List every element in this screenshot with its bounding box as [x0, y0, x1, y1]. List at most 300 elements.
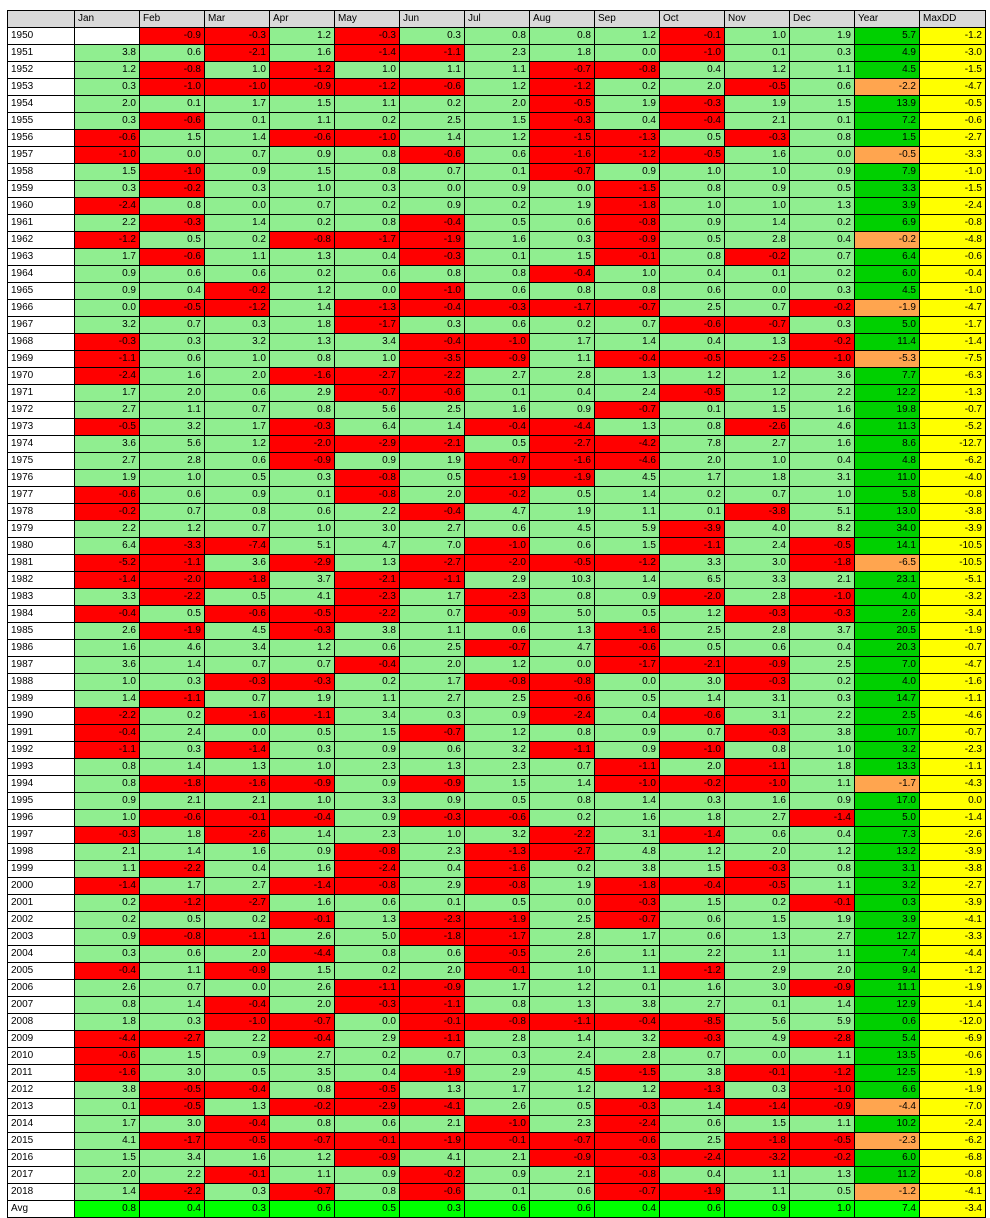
- table-cell: 0.5: [205, 470, 270, 487]
- table-cell: 0.0: [920, 793, 986, 810]
- table-cell: 1.5: [855, 130, 920, 147]
- table-cell: 2.3: [465, 759, 530, 776]
- table-cell: 0.8: [335, 946, 400, 963]
- table-cell: 4.8: [595, 844, 660, 861]
- table-cell: -0.5: [660, 385, 725, 402]
- table-cell: 5.6: [725, 1014, 790, 1031]
- table-cell: -6.9: [920, 1031, 986, 1048]
- table-cell: 1.4: [140, 657, 205, 674]
- table-cell: -0.6: [530, 691, 595, 708]
- table-cell: 0.4: [335, 249, 400, 266]
- table-cell: -4.8: [920, 232, 986, 249]
- table-cell: 23.1: [855, 572, 920, 589]
- table-cell: 0.6: [335, 895, 400, 912]
- table-cell: 1.2: [270, 28, 335, 45]
- table-cell: 0.3: [140, 334, 205, 351]
- table-cell: 1.3: [335, 912, 400, 929]
- table-cell: 4.5: [530, 1065, 595, 1082]
- table-cell: -2.4: [335, 861, 400, 878]
- row-year-label: 1970: [8, 368, 75, 385]
- table-cell: 2.8: [725, 623, 790, 640]
- table-cell: -0.3: [790, 606, 855, 623]
- table-cell: 0.6: [335, 640, 400, 657]
- table-cell: -1.2: [920, 963, 986, 980]
- table-cell: 1.0: [335, 62, 400, 79]
- table-cell: -2.2: [75, 708, 140, 725]
- table-cell: 17.0: [855, 793, 920, 810]
- table-cell: 0.6: [140, 45, 205, 62]
- table-cell: 3.8: [75, 45, 140, 62]
- table-cell: -0.7: [530, 164, 595, 181]
- table-cell: -0.5: [790, 1133, 855, 1150]
- table-cell: 2.9: [400, 878, 465, 895]
- table-cell: 4.9: [725, 1031, 790, 1048]
- table-cell: 0.6: [140, 946, 205, 963]
- table-cell: 3.6: [205, 555, 270, 572]
- table-cell: 0.0: [205, 198, 270, 215]
- table-cell: -3.5: [400, 351, 465, 368]
- table-cell: -0.4: [205, 997, 270, 1014]
- table-cell: 0.5: [140, 232, 205, 249]
- table-cell: 0.2: [75, 912, 140, 929]
- row-year-label: 1960: [8, 198, 75, 215]
- table-cell: 1.1: [335, 691, 400, 708]
- table-cell: -4.7: [920, 79, 986, 96]
- row-year-label: 1994: [8, 776, 75, 793]
- table-cell: 4.5: [205, 623, 270, 640]
- table-row: [8, 1133, 986, 1150]
- table-cell: -0.8: [270, 232, 335, 249]
- table-cell: -0.8: [530, 674, 595, 691]
- table-cell: -0.6: [400, 147, 465, 164]
- table-row: [8, 623, 986, 640]
- row-year-label: 1990: [8, 708, 75, 725]
- table-cell: 2.0: [75, 1167, 140, 1184]
- table-cell: 0.6: [140, 266, 205, 283]
- table-row: [8, 810, 986, 827]
- table-cell: 3.1: [725, 708, 790, 725]
- row-year-label: 1980: [8, 538, 75, 555]
- table-cell: -0.3: [205, 28, 270, 45]
- table-cell: 2.5: [400, 640, 465, 657]
- table-cell: -0.8: [920, 215, 986, 232]
- table-row: [8, 1065, 986, 1082]
- table-cell: 1.4: [140, 844, 205, 861]
- table-cell: 0.7: [595, 317, 660, 334]
- table-cell: -0.9: [530, 1150, 595, 1167]
- table-cell: 1.0: [270, 521, 335, 538]
- table-cell: 3.1: [855, 861, 920, 878]
- table-cell: 5.4: [855, 1031, 920, 1048]
- table-cell: -0.4: [660, 113, 725, 130]
- row-year-label: 1979: [8, 521, 75, 538]
- table-cell: 3.0: [335, 521, 400, 538]
- table-cell: 5.6: [335, 402, 400, 419]
- table-cell: -0.4: [400, 215, 465, 232]
- table-cell: 0.1: [140, 96, 205, 113]
- table-cell: -0.5: [140, 1082, 205, 1099]
- table-cell: -0.9: [270, 79, 335, 96]
- table-cell: 10.7: [855, 725, 920, 742]
- table-cell: 1.3: [270, 249, 335, 266]
- table-cell: -1.6: [75, 1065, 140, 1082]
- table-cell: -1.4: [725, 1099, 790, 1116]
- table-cell: 1.9: [530, 198, 595, 215]
- row-year-label: 1963: [8, 249, 75, 266]
- table-cell: -1.1: [140, 691, 205, 708]
- table-cell: 0.4: [790, 453, 855, 470]
- average-row: [8, 1201, 986, 1218]
- table-cell: -0.7: [920, 402, 986, 419]
- table-cell: 1.6: [270, 895, 335, 912]
- table-cell: -0.1: [335, 1133, 400, 1150]
- table-cell: 1.4: [790, 997, 855, 1014]
- table-cell: -0.9: [465, 606, 530, 623]
- row-year-label: 1995: [8, 793, 75, 810]
- table-cell: 0.0: [400, 181, 465, 198]
- table-cell: 1.8: [270, 317, 335, 334]
- table-cell: 1.2: [205, 436, 270, 453]
- table-cell: 0.2: [335, 198, 400, 215]
- table-cell: 1.0: [140, 470, 205, 487]
- table-cell: 1.4: [725, 215, 790, 232]
- table-cell: -1.6: [205, 708, 270, 725]
- table-cell: 0.2: [335, 113, 400, 130]
- table-cell: -1.2: [595, 147, 660, 164]
- table-cell: -12.0: [920, 1014, 986, 1031]
- table-row: [8, 317, 986, 334]
- table-cell: 1.0: [660, 164, 725, 181]
- table-cell: 1.1: [595, 504, 660, 521]
- row-year-label: 1993: [8, 759, 75, 776]
- table-cell: 0.6: [335, 1116, 400, 1133]
- table-cell: 0.1: [205, 113, 270, 130]
- table-cell: -0.2: [75, 504, 140, 521]
- table-row: [8, 1184, 986, 1201]
- table-cell: 0.6: [465, 317, 530, 334]
- table-cell: 0.9: [270, 844, 335, 861]
- table-cell: -1.4: [660, 827, 725, 844]
- table-cell: 1.1: [790, 776, 855, 793]
- row-year-label: 1957: [8, 147, 75, 164]
- table-cell: -0.2: [790, 300, 855, 317]
- table-cell: 0.3: [75, 113, 140, 130]
- table-cell: [75, 28, 140, 45]
- table-cell: 2.8: [140, 453, 205, 470]
- table-cell: -0.5: [205, 1133, 270, 1150]
- table-cell: 0.0: [530, 657, 595, 674]
- row-year-label: 1984: [8, 606, 75, 623]
- table-cell: 2.2: [75, 215, 140, 232]
- table-cell: -0.7: [530, 1133, 595, 1150]
- table-cell: -6.3: [920, 368, 986, 385]
- table-cell: -1.1: [400, 572, 465, 589]
- table-cell: 10.3: [530, 572, 595, 589]
- average-cell: 0.3: [205, 1201, 270, 1218]
- table-cell: -10.5: [920, 555, 986, 572]
- table-cell: 0.5: [465, 793, 530, 810]
- table-row: [8, 1048, 986, 1065]
- table-cell: 3.6: [790, 368, 855, 385]
- table-cell: -1.1: [530, 1014, 595, 1031]
- table-cell: -2.3: [400, 912, 465, 929]
- table-cell: 1.2: [660, 844, 725, 861]
- table-cell: 0.6: [465, 147, 530, 164]
- table-row: [8, 181, 986, 198]
- table-cell: 0.4: [595, 113, 660, 130]
- table-cell: 2.7: [270, 1048, 335, 1065]
- table-cell: -0.8: [595, 1167, 660, 1184]
- table-cell: -2.1: [335, 572, 400, 589]
- row-year-label: 2013: [8, 1099, 75, 1116]
- table-cell: 2.5: [465, 691, 530, 708]
- table-cell: -0.9: [270, 453, 335, 470]
- table-cell: -0.4: [400, 334, 465, 351]
- table-cell: 5.6: [140, 436, 205, 453]
- column-header-jan: Jan: [75, 11, 140, 28]
- row-year-label: 1987: [8, 657, 75, 674]
- table-cell: 0.5: [140, 606, 205, 623]
- row-year-label: 1982: [8, 572, 75, 589]
- table-cell: 1.6: [725, 147, 790, 164]
- row-year-label: 1951: [8, 45, 75, 62]
- table-cell: 0.6: [465, 521, 530, 538]
- table-cell: -0.3: [400, 249, 465, 266]
- table-cell: 0.8: [465, 997, 530, 1014]
- table-row: [8, 521, 986, 538]
- table-cell: 2.7: [660, 997, 725, 1014]
- table-row: [8, 878, 986, 895]
- table-cell: 0.3: [140, 674, 205, 691]
- table-row: [8, 827, 986, 844]
- table-cell: 0.9: [335, 453, 400, 470]
- table-cell: 0.4: [790, 827, 855, 844]
- table-cell: 1.2: [530, 980, 595, 997]
- table-cell: 0.4: [790, 640, 855, 657]
- table-cell: -0.1: [400, 1014, 465, 1031]
- table-cell: 7.7: [855, 368, 920, 385]
- table-cell: 20.5: [855, 623, 920, 640]
- table-cell: 1.2: [270, 640, 335, 657]
- table-cell: 1.3: [725, 334, 790, 351]
- table-cell: 19.8: [855, 402, 920, 419]
- table-cell: -2.4: [530, 708, 595, 725]
- table-cell: 8.2: [790, 521, 855, 538]
- table-cell: 1.5: [725, 402, 790, 419]
- table-cell: 6.9: [855, 215, 920, 232]
- table-cell: 1.4: [270, 827, 335, 844]
- table-cell: -0.6: [140, 249, 205, 266]
- column-header-year: Year: [855, 11, 920, 28]
- table-cell: 1.0: [335, 351, 400, 368]
- table-cell: 0.6: [140, 351, 205, 368]
- table-cell: 0.4: [530, 385, 595, 402]
- row-year-label: 1971: [8, 385, 75, 402]
- table-row: [8, 232, 986, 249]
- table-cell: 11.4: [855, 334, 920, 351]
- table-cell: -0.3: [725, 861, 790, 878]
- table-cell: 0.9: [270, 147, 335, 164]
- table-cell: 0.0: [530, 895, 595, 912]
- table-cell: -0.6: [400, 385, 465, 402]
- table-cell: -0.4: [205, 1082, 270, 1099]
- table-cell: 1.1: [205, 249, 270, 266]
- table-cell: 2.5: [790, 657, 855, 674]
- table-cell: -1.5: [920, 62, 986, 79]
- table-cell: 0.9: [335, 742, 400, 759]
- table-cell: 4.6: [790, 419, 855, 436]
- table-cell: -1.1: [920, 691, 986, 708]
- table-cell: 0.1: [270, 487, 335, 504]
- table-cell: 1.5: [270, 164, 335, 181]
- table-cell: 0.3: [790, 283, 855, 300]
- table-cell: 0.8: [335, 1184, 400, 1201]
- table-cell: -0.1: [725, 1065, 790, 1082]
- table-cell: 3.3: [660, 555, 725, 572]
- table-cell: -0.3: [75, 827, 140, 844]
- table-cell: 1.4: [660, 691, 725, 708]
- table-cell: 1.2: [465, 657, 530, 674]
- table-cell: 0.7: [270, 657, 335, 674]
- table-cell: 1.3: [270, 334, 335, 351]
- table-cell: 0.7: [140, 317, 205, 334]
- table-cell: -1.8: [595, 198, 660, 215]
- table-cell: -0.3: [530, 113, 595, 130]
- table-cell: 6.4: [855, 249, 920, 266]
- table-cell: 0.9: [335, 776, 400, 793]
- table-cell: 0.9: [75, 929, 140, 946]
- table-cell: 5.0: [855, 810, 920, 827]
- table-row: [8, 742, 986, 759]
- table-cell: -2.1: [400, 436, 465, 453]
- table-cell: 2.1: [140, 793, 205, 810]
- table-cell: 4.7: [530, 640, 595, 657]
- table-cell: 5.7: [855, 28, 920, 45]
- table-cell: 3.1: [595, 827, 660, 844]
- table-row: [8, 419, 986, 436]
- table-cell: 1.7: [400, 674, 465, 691]
- table-cell: 1.1: [335, 96, 400, 113]
- table-cell: 7.8: [660, 436, 725, 453]
- table-cell: 3.3: [335, 793, 400, 810]
- table-cell: 0.6: [725, 640, 790, 657]
- table-cell: 0.5: [140, 912, 205, 929]
- table-cell: 1.0: [725, 164, 790, 181]
- table-cell: 4.6: [140, 640, 205, 657]
- table-cell: 2.2: [140, 1167, 205, 1184]
- table-cell: 3.0: [660, 674, 725, 691]
- table-cell: -1.9: [140, 623, 205, 640]
- table-cell: 1.1: [595, 946, 660, 963]
- average-cell: 0.5: [335, 1201, 400, 1218]
- row-year-label: 2014: [8, 1116, 75, 1133]
- table-cell: -1.1: [75, 351, 140, 368]
- table-cell: 3.6: [75, 657, 140, 674]
- table-cell: 1.1: [725, 1167, 790, 1184]
- table-cell: -0.6: [920, 249, 986, 266]
- table-cell: 0.1: [725, 45, 790, 62]
- table-cell: -0.7: [270, 1014, 335, 1031]
- table-cell: 0.2: [790, 674, 855, 691]
- table-cell: 0.3: [75, 79, 140, 96]
- table-cell: 3.2: [140, 419, 205, 436]
- table-cell: -2.6: [725, 419, 790, 436]
- table-cell: 13.5: [855, 1048, 920, 1065]
- table-cell: -0.4: [530, 266, 595, 283]
- table-cell: 0.9: [75, 283, 140, 300]
- table-cell: -1.7: [855, 776, 920, 793]
- table-cell: 0.8: [335, 215, 400, 232]
- table-cell: 0.4: [205, 861, 270, 878]
- row-year-label: 2000: [8, 878, 75, 895]
- table-row: [8, 674, 986, 691]
- table-cell: 2.9: [335, 1031, 400, 1048]
- table-cell: -1.2: [205, 300, 270, 317]
- table-cell: 1.3: [205, 1099, 270, 1116]
- table-cell: -0.5: [530, 555, 595, 572]
- table-cell: 0.1: [660, 504, 725, 521]
- table-cell: -2.4: [920, 198, 986, 215]
- table-row: [8, 96, 986, 113]
- table-cell: 0.3: [205, 181, 270, 198]
- table-cell: -4.7: [920, 300, 986, 317]
- table-cell: 1.6: [75, 640, 140, 657]
- table-cell: 1.0: [725, 28, 790, 45]
- table-cell: 0.8: [595, 283, 660, 300]
- table-cell: -0.5: [725, 878, 790, 895]
- table-cell: -1.0: [400, 283, 465, 300]
- table-cell: 1.7: [140, 878, 205, 895]
- table-cell: -0.2: [790, 1150, 855, 1167]
- table-cell: -1.1: [270, 708, 335, 725]
- table-cell: 1.1: [140, 402, 205, 419]
- table-cell: -0.4: [595, 351, 660, 368]
- table-cell: 1.0: [725, 198, 790, 215]
- table-row: [8, 453, 986, 470]
- table-cell: -1.7: [335, 317, 400, 334]
- table-cell: 0.6: [530, 538, 595, 555]
- table-cell: -1.6: [465, 861, 530, 878]
- table-cell: 0.9: [75, 266, 140, 283]
- table-cell: 1.2: [660, 368, 725, 385]
- row-year-label: 1968: [8, 334, 75, 351]
- table-cell: 0.0: [205, 980, 270, 997]
- table-cell: 2.8: [595, 1048, 660, 1065]
- table-cell: -4.4: [855, 1099, 920, 1116]
- table-cell: 4.5: [595, 470, 660, 487]
- table-cell: 0.2: [205, 912, 270, 929]
- table-cell: -2.6: [205, 827, 270, 844]
- table-cell: -0.7: [595, 1184, 660, 1201]
- table-cell: 0.1: [595, 980, 660, 997]
- table-cell: -1.7: [530, 300, 595, 317]
- table-cell: 2.7: [725, 436, 790, 453]
- table-cell: -1.0: [660, 742, 725, 759]
- table-cell: 3.2: [465, 827, 530, 844]
- table-cell: 0.8: [270, 351, 335, 368]
- table-cell: 0.5: [530, 1099, 595, 1116]
- table-cell: 0.0: [725, 1048, 790, 1065]
- table-cell: -1.9: [465, 912, 530, 929]
- table-cell: -1.5: [595, 181, 660, 198]
- table-cell: 5.0: [335, 929, 400, 946]
- table-cell: 11.1: [855, 980, 920, 997]
- table-cell: 0.6: [205, 266, 270, 283]
- table-cell: -4.6: [920, 708, 986, 725]
- row-year-label: 1959: [8, 181, 75, 198]
- table-cell: 0.5: [205, 1065, 270, 1082]
- table-cell: -2.9: [335, 436, 400, 453]
